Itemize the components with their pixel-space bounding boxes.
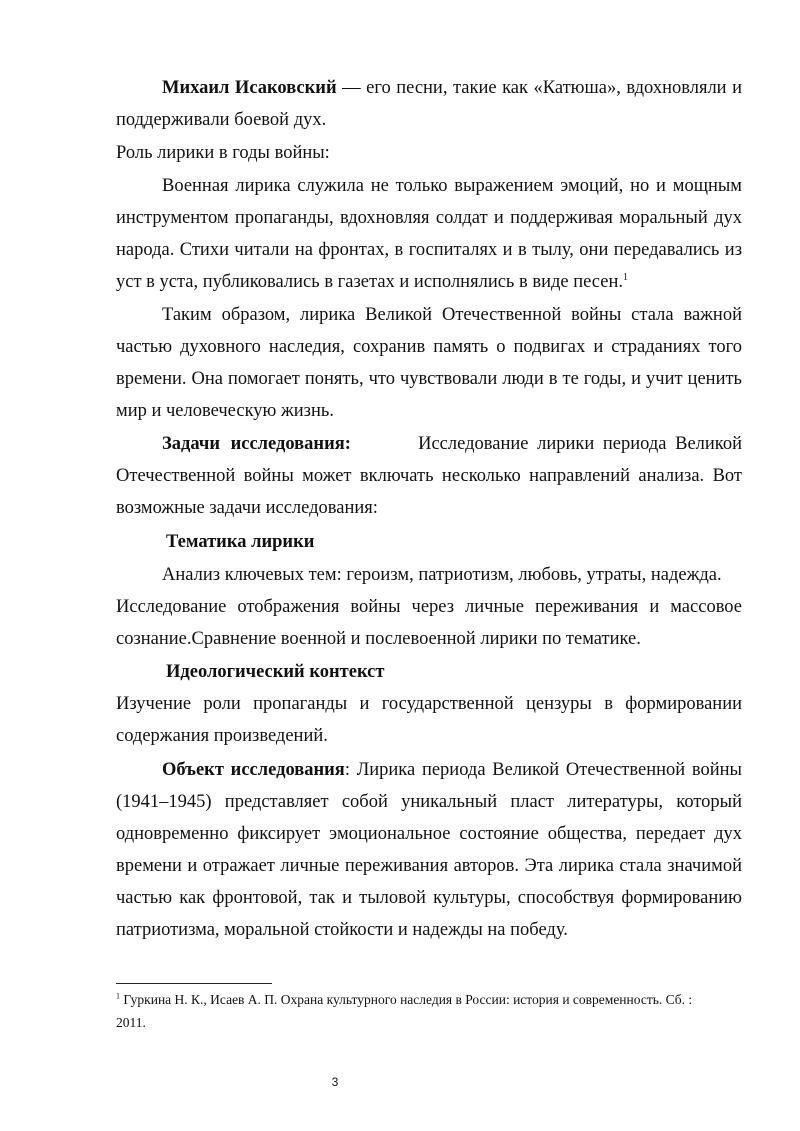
paragraph-role-line-1: Военная лирика служила не только выражением эмоций, но и мощным (162, 176, 742, 196)
paragraph-role-line-4: уст в уста, публиковались в газетах и исполнялись в виде песен.$^1$ (116, 271, 628, 292)
section-ideology-line-1: Изучение роли пропаганды и государственной цензуры в формировании (116, 694, 742, 714)
paragraph-isakovsky-line-2: поддерживали боевой дух. (116, 110, 327, 130)
footnote-line-2: 2011. (116, 1015, 146, 1030)
poet-name: Михаил Исаковский (162, 78, 337, 98)
section-theme-line-3: сознание.Сравнение военной и послевоенной лирики по тематике. (116, 629, 641, 649)
paragraph-object-line-1: Объект исследования: Лирика периода Великой Отечественной войны (162, 760, 742, 780)
paragraph-role-line-3: народа. Стихи читали на фронтах, в госпиталях и в тылу, они передавались из (116, 240, 742, 260)
paragraph-object-line-6: патриотизма, моральной стойкости и надежды на победу. (116, 920, 568, 940)
paragraph-role-line-2: инструментом пропаганды, вдохновляя солдат и поддерживая моральный дух (116, 208, 742, 228)
paragraph-object-line-5: частью как фронтовой, так и тыловой культуры, способствуя формированию (116, 888, 742, 908)
footnote-reference[interactable]: 1 (622, 271, 628, 283)
paragraph-tasks-line-2: Отечественной войны может включать несколько направлений анализа. Вот (116, 466, 742, 486)
footnote-number: 1 (116, 991, 120, 1001)
role-heading: Роль лирики в годы войны: (116, 143, 330, 163)
section-theme-line-2: Исследование отображения войны через личные переживания и массовое (116, 597, 742, 617)
paragraph-summary-line-2: частью духовного наследия, сохранив память о подвигах и страданиях того (116, 337, 742, 357)
paragraph-tasks-line-1: Задачи исследования: Исследование лирики периода Великой (162, 434, 742, 454)
section-theme-line-1: Анализ ключевых тем: героизм, патриотизм, любовь, утраты, надежда. (162, 565, 722, 585)
paragraph-tasks-line-3: возможные задачи исследования: (116, 498, 378, 518)
section-ideology-line-2: содержания произведений. (116, 726, 328, 746)
section-ideology-heading: Идеологический контекст (166, 662, 385, 682)
paragraph-object-line-4: времени и отражает личные переживания авторов. Эта лирика стала значимой (116, 856, 742, 876)
paragraph-object-line-3: одновременно фиксирует эмоциональное состояние общества, передает дух (116, 824, 742, 844)
footnote-line-1: $^1$ Гуркина Н. К., Исаев А. П. Охрана культурного наследия в России: история и современность. Сб. : (116, 991, 693, 1007)
object-label: Объект исследования (162, 760, 345, 780)
paragraph-summary-line-1: Таким образом, лирика Великой Отечественной войны стала важной (162, 305, 742, 325)
page-number: 3 (331, 1075, 339, 1089)
paragraph-summary-line-4: мир и человеческую жизнь. (116, 401, 334, 421)
paragraph-object-line-2: (1941–1945) представляет собой уникальный пласт литературы, который (116, 792, 742, 812)
tasks-label: Задачи исследования: (162, 434, 351, 454)
paragraph-isakovsky-line-1: Михаил Исаковский — его песни, такие как «Катюша», вдохновляли и (162, 78, 742, 98)
section-theme-heading: Тематика лирики (166, 532, 315, 552)
paragraph-summary-line-3: времени. Она помогает понять, что чувствовали люди в те годы, и учит ценить (116, 369, 742, 389)
footnote-separator (116, 983, 272, 984)
